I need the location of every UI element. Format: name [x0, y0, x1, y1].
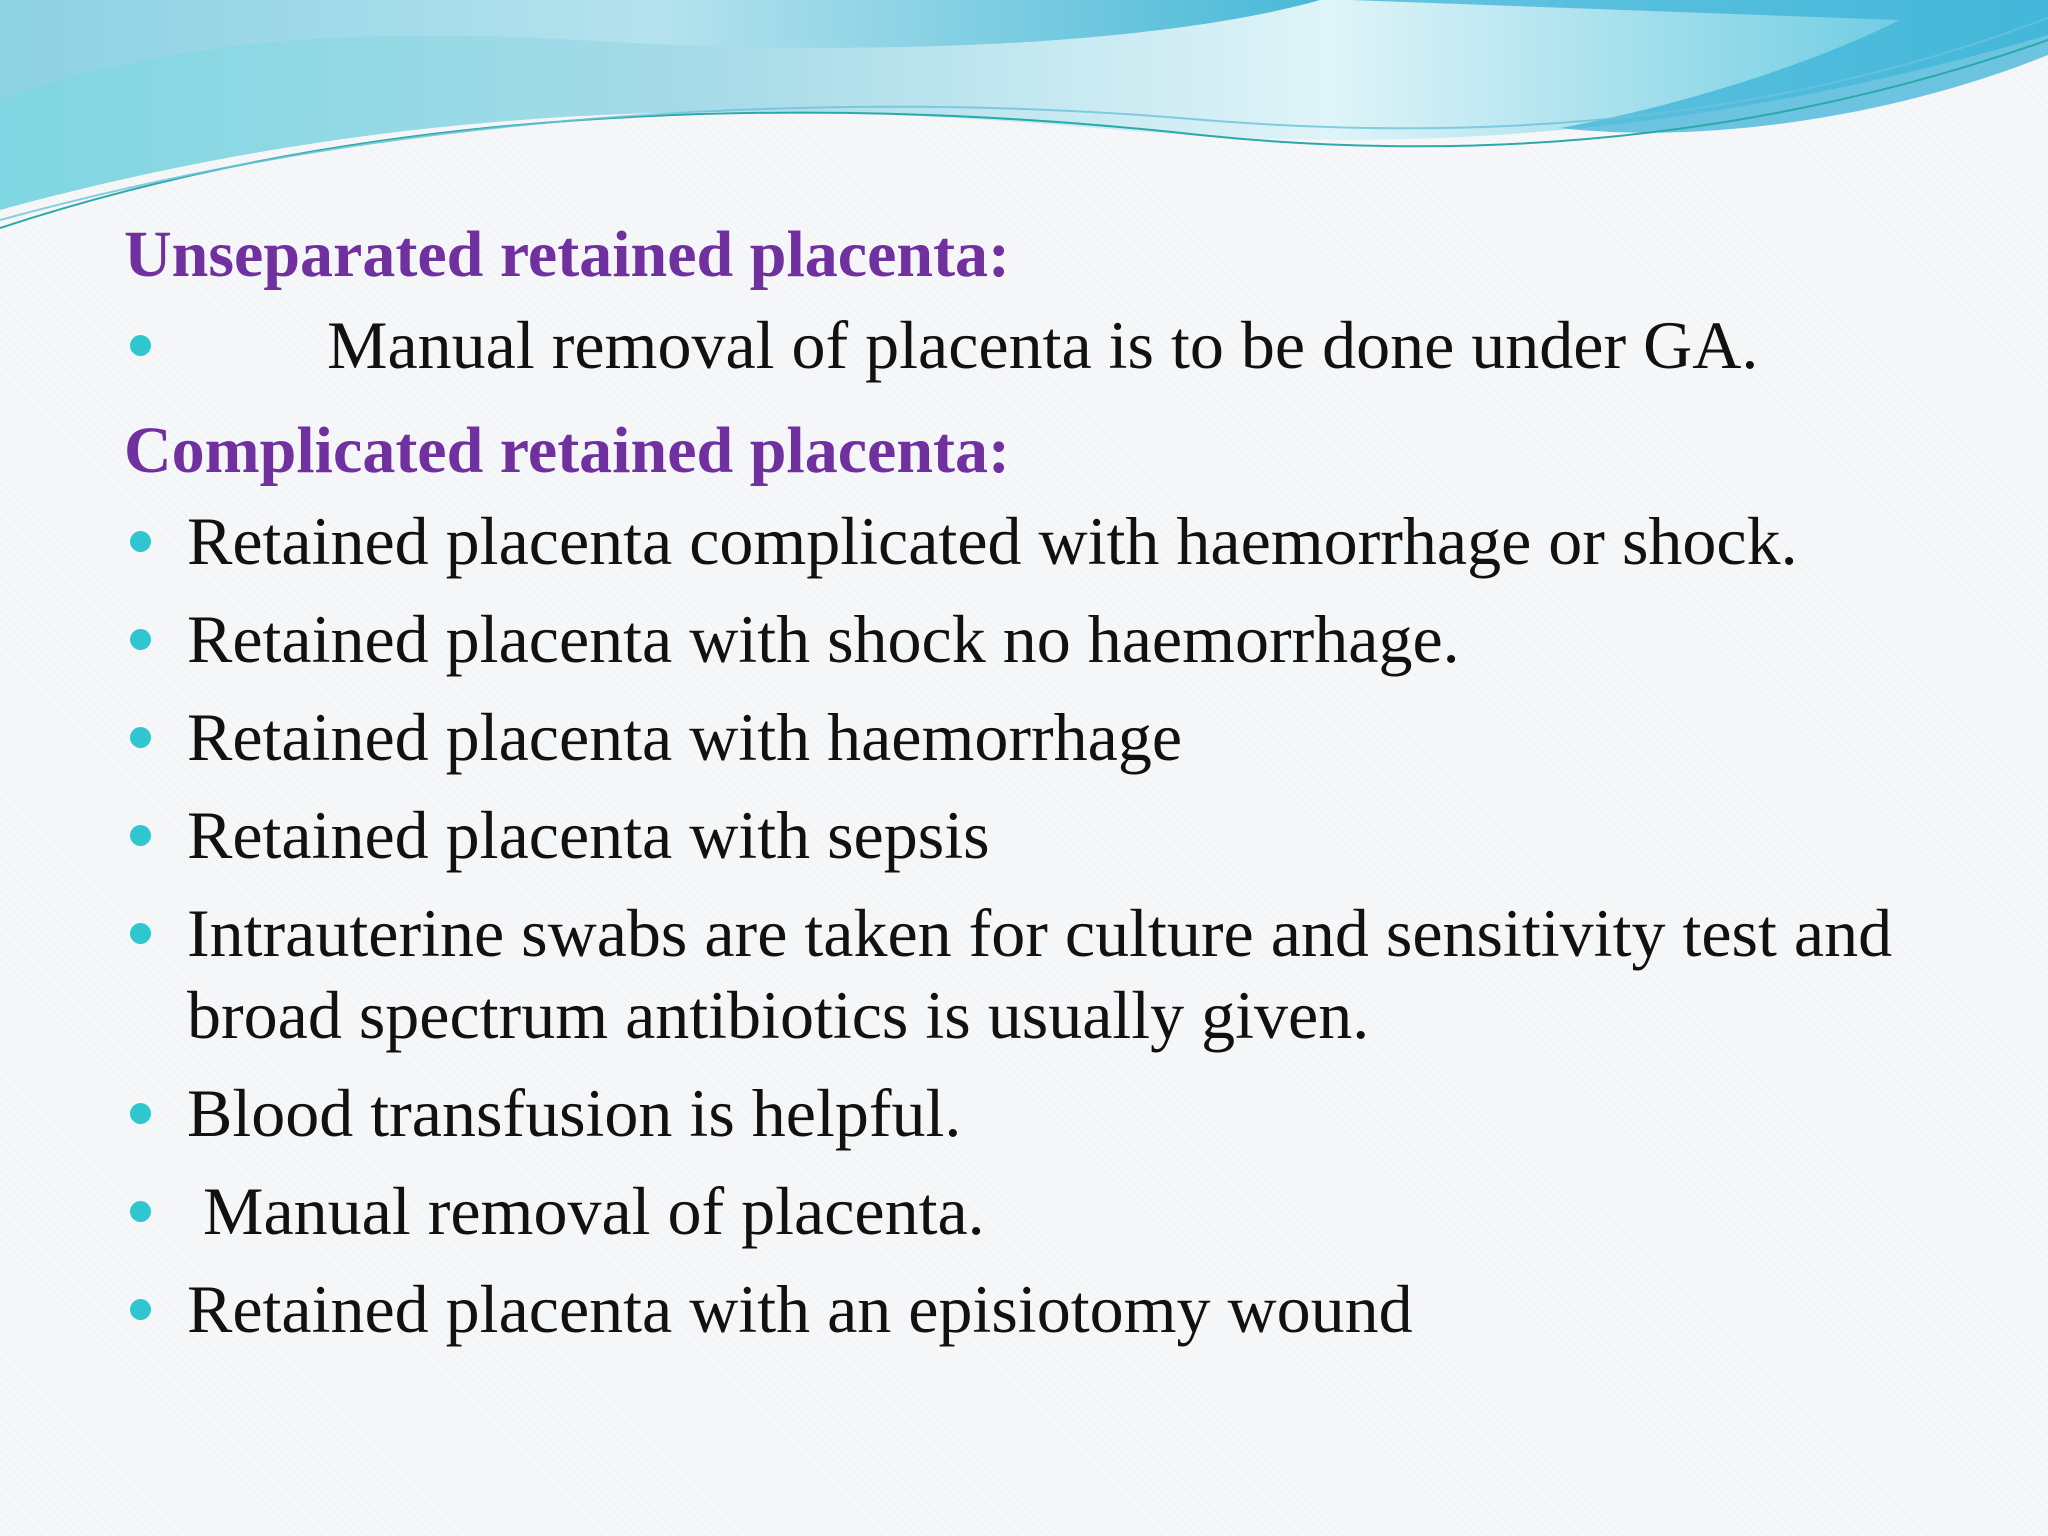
- list-item-text: Retained placenta with sepsis: [187, 797, 990, 873]
- circle-bullet-icon: [130, 335, 151, 356]
- circle-bullet-icon: [130, 825, 151, 846]
- circle-bullet-icon: [130, 923, 151, 944]
- list-item: [124, 304, 1984, 386]
- list-item: [124, 794, 1984, 876]
- list-item-text: Retained placenta with haemorrhage: [187, 699, 1182, 775]
- circle-bullet-icon: [130, 1299, 151, 1320]
- circle-bullet-icon: [130, 531, 151, 552]
- list-item-text: Retained placenta complicated with haemorrhage or shock.: [187, 503, 1798, 579]
- list-item-text: Intrauterine swabs are taken for culture and sensitivity test and broad spectrum antibiotics is usually given.: [187, 895, 1893, 1053]
- header-swoosh-decoration: [0, 0, 2048, 240]
- list-item: [124, 598, 1984, 680]
- slide-content: [124, 206, 1984, 1366]
- list-item: [124, 1072, 1984, 1154]
- list-item: [124, 696, 1984, 778]
- list-item-text: Blood transfusion is helpful.: [187, 1075, 962, 1151]
- list-item-text: Manual removal of placenta.: [203, 1173, 985, 1249]
- list-item: [124, 500, 1984, 582]
- circle-bullet-icon: [130, 1103, 151, 1124]
- list-item: [124, 1268, 1984, 1350]
- list-item-text: Manual removal of placenta is to be done under GA.: [327, 307, 1759, 383]
- bullet-list-complicated: [124, 500, 1984, 1350]
- bullet-list-unseparated: [124, 304, 1984, 386]
- list-item: [124, 892, 1984, 1056]
- section-heading-unseparated: Unseparated retained placenta:: [124, 218, 1011, 291]
- list-item-text: Retained placenta with shock no haemorrhage.: [187, 601, 1460, 677]
- list-item-text: Retained placenta with an episiotomy wound: [187, 1271, 1413, 1347]
- circle-bullet-icon: [130, 727, 151, 748]
- list-item: [124, 1170, 1984, 1252]
- section-heading-complicated: Complicated retained placenta:: [124, 414, 1011, 487]
- circle-bullet-icon: [130, 629, 151, 650]
- circle-bullet-icon: [130, 1201, 151, 1222]
